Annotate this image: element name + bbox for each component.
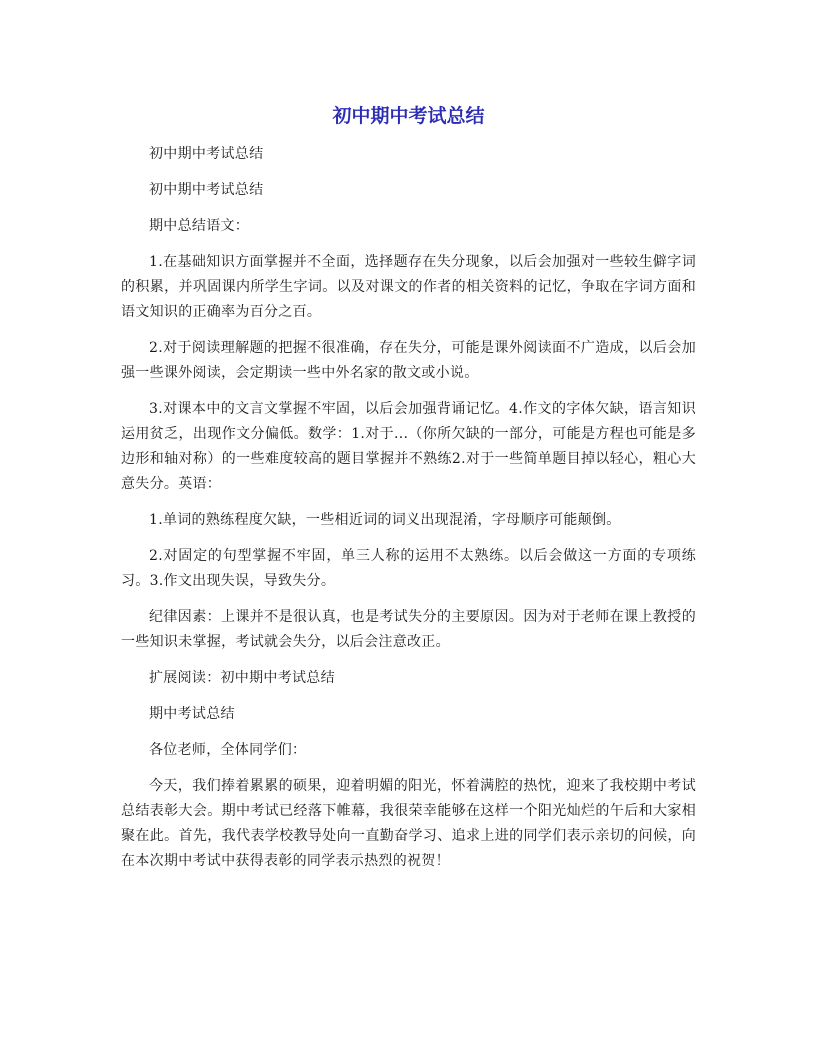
paragraph: 3.对课本中的文言文掌握不牢固，以后会加强背诵记忆。4.作文的字体欠缺，语言知识运用贫乏，出现作文分偏低。数学：1.对于...（你所欠缺的一部分，可能是方程也可能是多边形和轴对称）的一些难度较高的题目掌握并不熟练2.对于一些简单题目掉以轻心，粗心大意失分。英语：: [121, 401, 696, 492]
paragraph: 期中考试总结: [149, 706, 235, 722]
paragraph: 初中期中考试总结: [149, 182, 264, 198]
paragraph: 期中总结语文：: [149, 218, 250, 234]
paragraph: 各位老师，全体同学们：: [149, 742, 307, 758]
paragraph: 纪律因素：上课并不是很认真，也是考试失分的主要原因。因为对于老师在课上教授的一些知识未掌握，考试就会失分，以后会注意改正。: [121, 609, 696, 650]
document-title: 初中期中考试总结: [332, 105, 485, 127]
document-body: [121, 142, 696, 874]
paragraph: 今天，我们捧着累累的硕果，迎着明媚的阳光，怀着满腔的热忱，迎来了我校期中考试总结表彰大会。期中考试已经落下帷幕，我很荣幸能够在这样一个阳光灿烂的午后和大家相聚在此。首先，我代表学校教导处向一直勤奋学习、追求上进的同学们表示亲切的问候，向在本次期中考试中获得表彰的同学表示热烈的祝贺！: [121, 778, 696, 869]
paragraph: 2.对固定的句型掌握不牢固，单三人称的运用不太熟练。以后会做这一方面的专项练习。3.作文出现失误，导致失分。: [121, 548, 696, 589]
paragraph: 1.单词的熟练程度欠缺，一些相近词的词义出现混淆，字母顺序可能颠倒。: [149, 512, 621, 528]
paragraph: 初中期中考试总结: [149, 146, 264, 162]
paragraph: 1.在基础知识方面掌握并不全面，选择题存在失分现象，以后会加强对一些较生僻字词的积累，并巩固课内所学生字词。以及对课文的作者的相关资料的记忆，争取在字词方面和语文知识的正确率为百分之百。: [121, 254, 696, 320]
paragraph: 2.对于阅读理解题的把握不很准确，存在失分，可能是课外阅读面不广造成，以后会加强一些课外阅读，会定期读一些中外名家的散文或小说。: [121, 340, 696, 381]
paragraph: 扩展阅读：初中期中考试总结: [149, 670, 335, 686]
